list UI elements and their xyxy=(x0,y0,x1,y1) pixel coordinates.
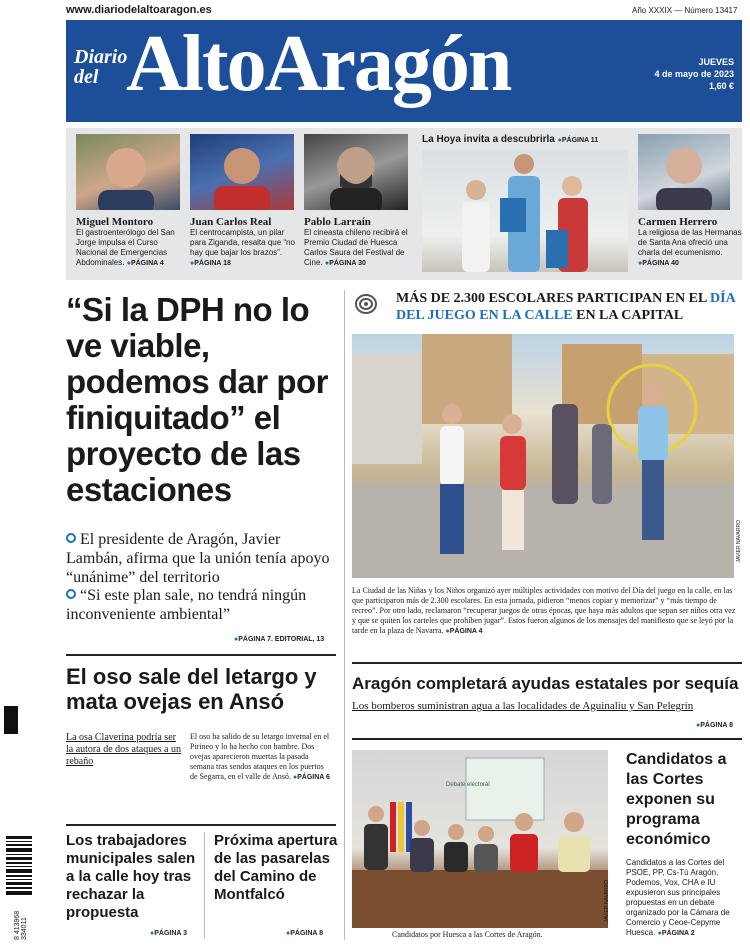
drought-page-ref[interactable]: ● PÁGINA 8 xyxy=(696,722,733,729)
walkways-page-ref[interactable]: ● PÁGINA 8 xyxy=(286,930,323,937)
debate-photo xyxy=(352,750,608,928)
edge-marker xyxy=(4,706,18,734)
bullet-icon xyxy=(66,589,76,599)
year-issue xyxy=(632,6,737,15)
teaser-photo-larrain xyxy=(304,134,408,210)
promo-title: La Hoya invita a descubrirla xyxy=(422,134,555,145)
kids-playing-photo xyxy=(352,334,734,578)
page-ref[interactable]: ● PÁGINA 2 xyxy=(658,930,695,937)
photo-credit: JAVIER NAVARRO xyxy=(736,520,742,563)
column-divider xyxy=(204,832,205,938)
masthead-diario: Diario xyxy=(74,46,128,68)
divider xyxy=(66,654,336,656)
divider xyxy=(352,662,742,664)
masthead xyxy=(66,20,742,122)
page-ref[interactable]: ● PÁGINA 18 xyxy=(190,260,231,267)
walkways-headline[interactable]: Próxima apertura de las pasarelas del Camino de Montfalcó xyxy=(214,832,338,903)
lead-page-ref[interactable]: ● PÁGINA 7. EDITORIAL, 13 xyxy=(234,636,324,643)
drought-subhead: Los bomberos suministran agua a las localidades de Aguinaliu y San Pelegrín xyxy=(352,700,694,712)
drought-headline[interactable]: Aragón completará ayudas estatales por sequía xyxy=(352,674,739,693)
portrait-icon xyxy=(304,134,408,210)
fingerprint-icon xyxy=(352,292,380,316)
teaser-montoro[interactable] xyxy=(76,216,182,269)
teaser-text: El cineasta chileno recibirá el Premio Ciudad de Huesca Carlos Saura del Festival de Cine. ● PÁGINA 30 xyxy=(304,228,412,269)
teaser-name: Miguel Montoro xyxy=(76,216,154,228)
masthead-del: del xyxy=(74,66,99,88)
price: 1,60 € xyxy=(708,81,734,91)
teaser-name: Juan Carlos Real xyxy=(190,216,272,228)
page-ref[interactable]: ● PÁGINA 4 xyxy=(446,628,483,635)
date: 4 de mayo de 2023 xyxy=(654,69,734,79)
issue-number: Número 13417 xyxy=(684,6,738,15)
teaser-text: La religiosa de las Hermanas de Santa Ana ofreció una charla del ecumenismo. ● PÁGINA 40 xyxy=(638,228,744,269)
masthead-date-block xyxy=(654,56,734,92)
portrait-icon xyxy=(638,134,730,210)
separator-dash: — xyxy=(674,6,683,15)
cortes-photo-credit: JAVIER NAVARRO xyxy=(604,880,610,923)
photo-story-image xyxy=(352,334,734,578)
cortes-photo xyxy=(352,750,608,928)
photo-story-title[interactable]: MÁS DE 2.300 ESCOLARES PARTICIPAN EN EL DÍA DEL JUEGO EN LA CALLE EN LA CAPITAL xyxy=(396,291,735,323)
teaser-photo-herrero xyxy=(638,134,730,210)
teaser-text: El centrocampista, un pilar para Ziganda, resalta que “no hay que bajar los brazos”. ● PÁGINA 18 xyxy=(190,228,296,269)
bear-subhead: La osa Claverina podría ser la autora de dos ataques a un rebaño xyxy=(66,732,181,767)
teaser-photo-montoro xyxy=(76,134,180,210)
portrait-icon xyxy=(190,134,294,210)
photo-caption: La Ciudad de las Niñas y los Niños organizó ayer múltiples actividades con motivo del Día del juego en la calle, en las que participaron más de 2.300 escolares. En esta jornada, pidieron “menos copiar y memorizar” y “más tiempo de recreo”. Por otro lado, reclamaron “recuperar juegos de otras épocas, que haya más adultos que sepan ser niños otra vez y que se quiten los carteles que prohíben jugar”. Estos fueron algunos de los mensajes del manifiesto que se leyó por la tarde en la plaza de Navarra. ● PÁGINA 4 xyxy=(352,586,740,637)
website-url[interactable]: www.diariodelaltoaragon.es xyxy=(66,4,212,16)
column-divider xyxy=(344,290,345,940)
page-ref[interactable]: ● PÁGINA 40 xyxy=(638,260,679,267)
screen-text: Debate electoral xyxy=(446,782,490,788)
title-highlight: DÍA DEL JUEGO EN LA CALLE xyxy=(396,291,735,323)
bear-body: El oso ha salido de su letargo invernal en el Pirineo y lo ha hecho con hambre. Dos ovejas aparecieron muertas la pasada semana tras sendos ataques en los puertos de Segarra, en el valle de Ansó. ● PÁGINA 6 xyxy=(190,732,330,783)
lead-bullet-2: “Si este plan sale, no tendrá ningún inconveniente ambiental” xyxy=(66,587,307,623)
barcode xyxy=(6,836,32,940)
year-label: Año XXXIX xyxy=(632,6,673,15)
barcode-number: 8 413968 334011 xyxy=(14,910,28,940)
cortes-caption: Candidatos por Huesca a las Cortes de Aragón. xyxy=(392,930,543,939)
teaser-text: El gastroenterólogo del San Jorge impulsa el Curso Nacional de Emergencias Abdominales. ● PÁGINA 4 xyxy=(76,228,182,269)
divider xyxy=(352,738,742,740)
page-ref[interactable]: ● PÁGINA 6 xyxy=(293,774,330,781)
cortes-headline[interactable]: Candidatos a las Cortes exponen su programa económico xyxy=(626,751,727,848)
lead-headline[interactable]: “Si la DPH no lo ve viable, podemos dar por finiquitado” el proyecto de las estaciones xyxy=(66,291,329,508)
cortes-body: Candidatos a las Cortes del PSOE, PP, Cs-Tú Aragón, Podemos, Vox, CHA e IU expusieron sus principales propuestas en un debate organizado por la Cámara de Comercio y Ceoe-Cepyme Huesca. ● PÁGINA 2 xyxy=(626,858,744,939)
page-ref[interactable]: ● PÁGINA 11 xyxy=(558,137,599,144)
teaser-name: Carmen Herrero xyxy=(638,216,718,228)
masthead-title: AltoAragón xyxy=(126,20,511,108)
bullet-icon xyxy=(66,533,76,543)
workers-headline[interactable]: Los trabajadores municipales salen a la calle hoy tras rechazar la propuesta xyxy=(66,832,196,921)
bear-headline[interactable]: El oso sale del letargo y mata ovejas en Ansó xyxy=(66,664,317,714)
teaser-real[interactable] xyxy=(190,216,296,269)
divider xyxy=(66,824,336,826)
teaser-name: Pablo Larraín xyxy=(304,216,371,228)
promo-hoya[interactable] xyxy=(422,134,598,145)
portrait-icon xyxy=(76,134,180,210)
group-photo-icon xyxy=(422,150,628,272)
page-ref[interactable]: ● PÁGINA 4 xyxy=(127,260,164,267)
teaser-larrain[interactable] xyxy=(304,216,412,269)
lead-bullet-1: El presidente de Aragón, Javier Lambán, afirma que la unión tenía apoyo “unánime” del territorio xyxy=(66,531,330,586)
teaser-photo-real xyxy=(190,134,294,210)
page-ref[interactable]: ● PÁGINA 30 xyxy=(325,260,366,267)
workers-page-ref[interactable]: ● PÁGINA 3 xyxy=(150,930,187,937)
weekday: JUEVES xyxy=(698,57,734,67)
promo-photo xyxy=(422,150,628,272)
teaser-herrero[interactable] xyxy=(638,216,744,269)
